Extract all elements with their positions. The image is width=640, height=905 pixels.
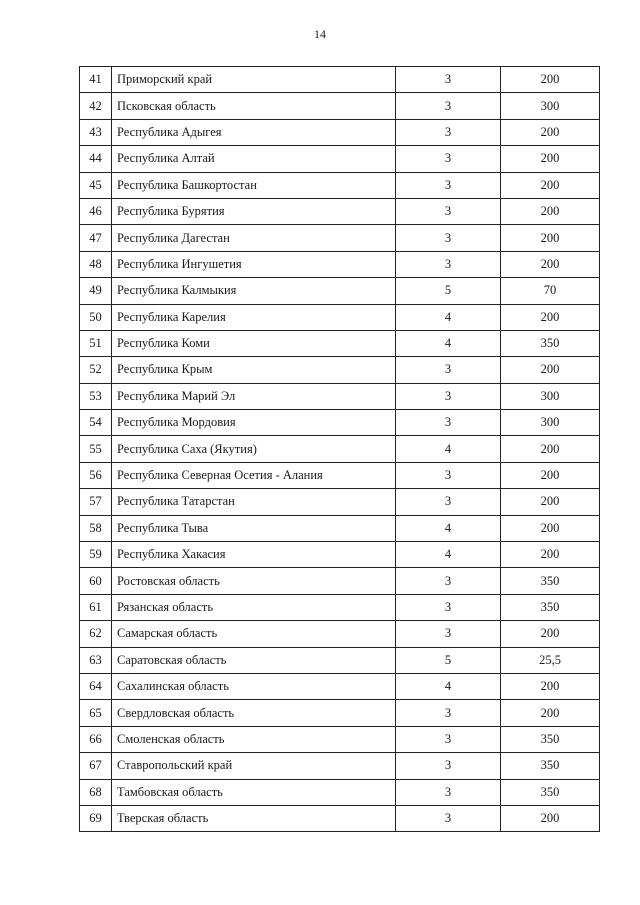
value-b-cell: 200 (501, 119, 600, 145)
value-a-cell: 3 (396, 700, 501, 726)
region-name-cell: Республика Дагестан (112, 225, 396, 251)
value-a-cell: 3 (396, 67, 501, 93)
region-name-cell: Республика Тыва (112, 515, 396, 541)
value-a-cell: 3 (396, 753, 501, 779)
table-row (80, 515, 600, 541)
value-b-cell: 200 (501, 146, 600, 172)
row-number-cell: 47 (80, 225, 112, 251)
value-b-cell: 200 (501, 251, 600, 277)
value-b-cell: 200 (501, 462, 600, 488)
value-a-cell: 3 (396, 383, 501, 409)
value-b-cell: 200 (501, 489, 600, 515)
region-name-cell: Республика Коми (112, 330, 396, 356)
row-number-cell: 61 (80, 594, 112, 620)
value-a-cell: 3 (396, 594, 501, 620)
table-row (80, 436, 600, 462)
region-name-cell: Псковская область (112, 93, 396, 119)
value-a-cell: 3 (396, 726, 501, 752)
table-row (80, 726, 600, 752)
regions-table (79, 66, 600, 832)
value-b-cell: 200 (501, 621, 600, 647)
region-name-cell: Республика Алтай (112, 146, 396, 172)
value-a-cell: 4 (396, 330, 501, 356)
region-name-cell: Ставропольский край (112, 753, 396, 779)
table-row (80, 251, 600, 277)
table-row (80, 304, 600, 330)
value-b-cell: 25,5 (501, 647, 600, 673)
row-number-cell: 62 (80, 621, 112, 647)
value-a-cell: 3 (396, 225, 501, 251)
value-a-cell: 3 (396, 93, 501, 119)
row-number-cell: 65 (80, 700, 112, 726)
region-name-cell: Республика Бурятия (112, 198, 396, 224)
value-a-cell: 5 (396, 647, 501, 673)
value-b-cell: 350 (501, 330, 600, 356)
table-row (80, 119, 600, 145)
region-name-cell: Сахалинская область (112, 673, 396, 699)
value-b-cell: 350 (501, 779, 600, 805)
value-a-cell: 4 (396, 542, 501, 568)
table-row (80, 410, 600, 436)
row-number-cell: 48 (80, 251, 112, 277)
value-b-cell: 200 (501, 67, 600, 93)
value-b-cell: 200 (501, 304, 600, 330)
value-a-cell: 3 (396, 489, 501, 515)
value-a-cell: 3 (396, 119, 501, 145)
value-a-cell: 3 (396, 779, 501, 805)
table-row (80, 146, 600, 172)
value-a-cell: 3 (396, 198, 501, 224)
table-row (80, 542, 600, 568)
value-a-cell: 3 (396, 621, 501, 647)
region-name-cell: Тверская область (112, 805, 396, 831)
value-a-cell: 3 (396, 805, 501, 831)
value-a-cell: 3 (396, 357, 501, 383)
table-row (80, 330, 600, 356)
region-name-cell: Республика Карелия (112, 304, 396, 330)
value-b-cell: 200 (501, 542, 600, 568)
table-row (80, 594, 600, 620)
table-row (80, 489, 600, 515)
table-row (80, 278, 600, 304)
row-number-cell: 49 (80, 278, 112, 304)
row-number-cell: 59 (80, 542, 112, 568)
value-b-cell: 300 (501, 383, 600, 409)
row-number-cell: 41 (80, 67, 112, 93)
table-row (80, 779, 600, 805)
table-row (80, 225, 600, 251)
value-b-cell: 200 (501, 198, 600, 224)
value-b-cell: 350 (501, 568, 600, 594)
row-number-cell: 42 (80, 93, 112, 119)
value-b-cell: 300 (501, 410, 600, 436)
row-number-cell: 66 (80, 726, 112, 752)
row-number-cell: 67 (80, 753, 112, 779)
value-b-cell: 200 (501, 225, 600, 251)
region-name-cell: Республика Мордовия (112, 410, 396, 436)
table-row (80, 383, 600, 409)
region-name-cell: Рязанская область (112, 594, 396, 620)
region-name-cell: Самарская область (112, 621, 396, 647)
row-number-cell: 44 (80, 146, 112, 172)
region-name-cell: Приморский край (112, 67, 396, 93)
value-a-cell: 3 (396, 568, 501, 594)
table-row (80, 198, 600, 224)
row-number-cell: 63 (80, 647, 112, 673)
table-row (80, 462, 600, 488)
table-row (80, 172, 600, 198)
value-b-cell: 200 (501, 805, 600, 831)
row-number-cell: 53 (80, 383, 112, 409)
table-row (80, 93, 600, 119)
row-number-cell: 57 (80, 489, 112, 515)
table-row (80, 673, 600, 699)
value-b-cell: 350 (501, 753, 600, 779)
table-row (80, 357, 600, 383)
value-b-cell: 200 (501, 700, 600, 726)
value-b-cell: 200 (501, 673, 600, 699)
row-number-cell: 69 (80, 805, 112, 831)
value-a-cell: 4 (396, 436, 501, 462)
row-number-cell: 55 (80, 436, 112, 462)
row-number-cell: 46 (80, 198, 112, 224)
value-b-cell: 200 (501, 172, 600, 198)
row-number-cell: 56 (80, 462, 112, 488)
region-name-cell: Республика Саха (Якутия) (112, 436, 396, 462)
row-number-cell: 54 (80, 410, 112, 436)
value-b-cell: 200 (501, 357, 600, 383)
value-b-cell: 350 (501, 594, 600, 620)
region-name-cell: Тамбовская область (112, 779, 396, 805)
value-b-cell: 70 (501, 278, 600, 304)
value-b-cell: 200 (501, 436, 600, 462)
table-row (80, 700, 600, 726)
region-name-cell: Республика Адыгея (112, 119, 396, 145)
region-name-cell: Республика Марий Эл (112, 383, 396, 409)
region-name-cell: Свердловская область (112, 700, 396, 726)
row-number-cell: 68 (80, 779, 112, 805)
value-a-cell: 4 (396, 304, 501, 330)
row-number-cell: 50 (80, 304, 112, 330)
region-name-cell: Республика Башкортостан (112, 172, 396, 198)
value-a-cell: 4 (396, 515, 501, 541)
row-number-cell: 58 (80, 515, 112, 541)
row-number-cell: 45 (80, 172, 112, 198)
region-name-cell: Республика Ингушетия (112, 251, 396, 277)
value-b-cell: 300 (501, 93, 600, 119)
value-a-cell: 4 (396, 673, 501, 699)
table-row (80, 753, 600, 779)
row-number-cell: 51 (80, 330, 112, 356)
table-row (80, 805, 600, 831)
region-name-cell: Смоленская область (112, 726, 396, 752)
row-number-cell: 64 (80, 673, 112, 699)
value-a-cell: 3 (396, 172, 501, 198)
value-b-cell: 350 (501, 726, 600, 752)
region-name-cell: Ростовская область (112, 568, 396, 594)
region-name-cell: Саратовская область (112, 647, 396, 673)
value-a-cell: 3 (396, 410, 501, 436)
region-name-cell: Республика Хакасия (112, 542, 396, 568)
row-number-cell: 60 (80, 568, 112, 594)
value-b-cell: 200 (501, 515, 600, 541)
value-a-cell: 3 (396, 146, 501, 172)
regions-table-body (80, 67, 600, 832)
page-number: 14 (314, 27, 326, 41)
region-name-cell: Республика Татарстан (112, 489, 396, 515)
region-name-cell: Республика Крым (112, 357, 396, 383)
table-row (80, 621, 600, 647)
value-a-cell: 5 (396, 278, 501, 304)
value-a-cell: 3 (396, 462, 501, 488)
region-name-cell: Республика Калмыкия (112, 278, 396, 304)
row-number-cell: 52 (80, 357, 112, 383)
table-row (80, 647, 600, 673)
value-a-cell: 3 (396, 251, 501, 277)
region-name-cell: Республика Северная Осетия - Алания (112, 462, 396, 488)
table-row (80, 568, 600, 594)
row-number-cell: 43 (80, 119, 112, 145)
table-row (80, 67, 600, 93)
